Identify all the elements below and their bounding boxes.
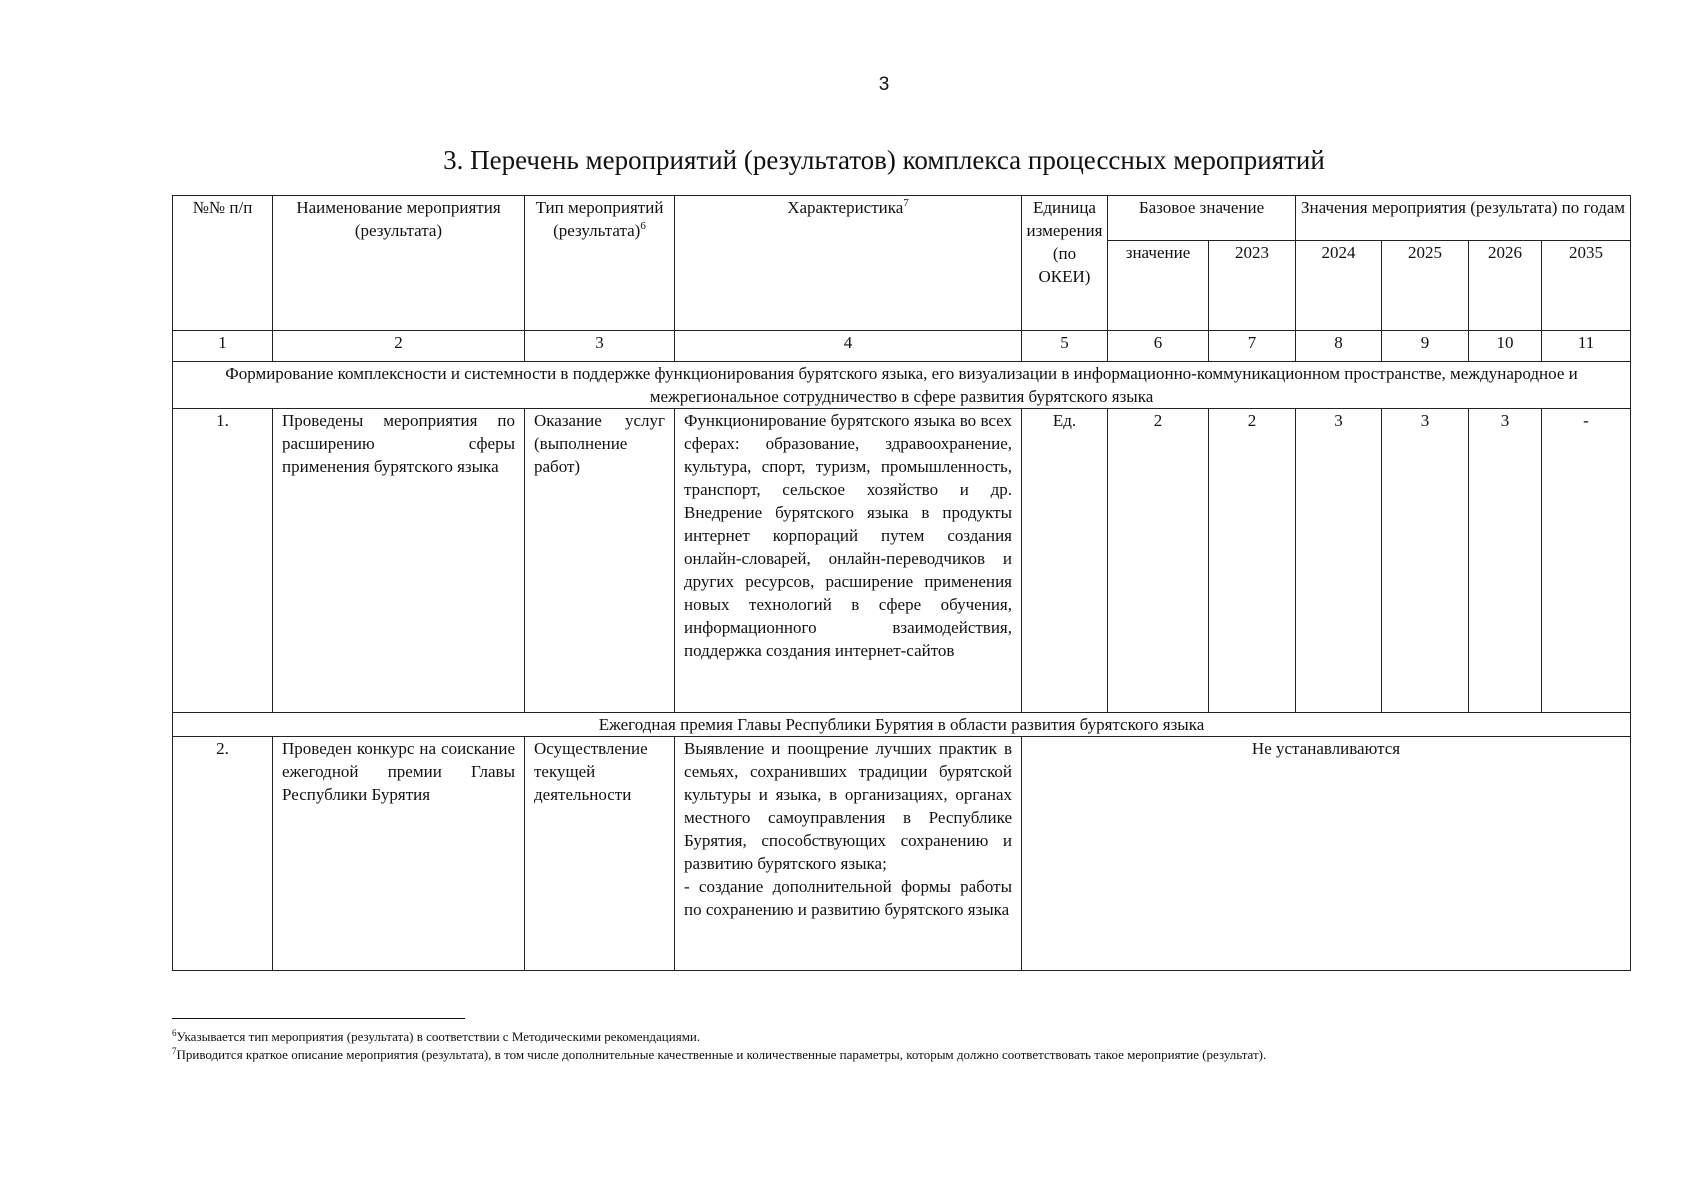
header-row-1: [173, 196, 1631, 241]
column-number: 2: [273, 331, 525, 362]
header-years-group: Значения мероприятия (результата) по годам: [1296, 196, 1631, 241]
header-year-2035: 2035: [1542, 241, 1631, 331]
header-type-text: Тип мероприятий (результата): [535, 198, 664, 240]
row-name: Проведены мероприятия по расширению сферы применения бурятского языка: [273, 409, 525, 713]
column-number: 3: [525, 331, 675, 362]
column-number: 10: [1469, 331, 1542, 362]
section-title: Ежегодная премия Главы Республики Бурятия в области развития бурятского языка: [173, 713, 1631, 737]
row-name: Проведен конкурс на соискание ежегодной премии Главы Республики Бурятия: [273, 737, 525, 971]
row-values-note: Не устанавливаются: [1022, 737, 1631, 971]
header-characteristic-text: Характеристика: [787, 198, 904, 217]
header-year-2025: 2025: [1382, 241, 1469, 331]
row-value-2035: -: [1542, 409, 1631, 713]
header-year-2024: 2024: [1296, 241, 1382, 331]
column-number: 4: [675, 331, 1022, 362]
table-row: [173, 409, 1631, 713]
header-type-footnote-ref: 6: [640, 220, 646, 232]
table-row: [173, 737, 1631, 971]
header-num: №№ п/п: [173, 196, 273, 331]
row-num: 2.: [173, 737, 273, 971]
section-row: [173, 713, 1631, 737]
row-value-2025: 3: [1382, 409, 1469, 713]
measures-table: [172, 195, 1631, 971]
header-base-value: значение: [1108, 241, 1209, 331]
column-number: 6: [1108, 331, 1209, 362]
footnote-7: [172, 1046, 1266, 1063]
column-number: 7: [1209, 331, 1296, 362]
section-title: Формирование комплексности и системности в поддержке функционирования бурятского языка, его визуализации в информационно-коммуникационном пространстве, международное и межрегиональное сотрудничество в сфере развития бурятского языка: [173, 362, 1631, 409]
footnote-7-mark: 7: [172, 1046, 177, 1056]
column-number-row: [173, 331, 1631, 362]
column-number: 8: [1296, 331, 1382, 362]
footnote-separator: [172, 1018, 465, 1019]
header-year-2026: 2026: [1469, 241, 1542, 331]
column-number: 1: [173, 331, 273, 362]
footnote-6-mark: 6: [172, 1028, 177, 1038]
footnote-6: [172, 1028, 700, 1045]
row-value-2024: 3: [1296, 409, 1382, 713]
page-number: 3: [878, 74, 890, 95]
header-name: Наименование мероприятия (результата): [273, 196, 525, 331]
header-characteristic: [675, 196, 1022, 331]
column-number: 9: [1382, 331, 1469, 362]
header-base-year: 2023: [1209, 241, 1296, 331]
row-num: 1.: [173, 409, 273, 713]
row-unit: Ед.: [1022, 409, 1108, 713]
page-title: 3. Перечень мероприятий (результатов) комплекса процессных мероприятий: [443, 145, 1325, 175]
row-characteristic-part-2: - создание дополнительной формы работы по сохранению и развитию бурятского языка: [684, 877, 1012, 919]
column-number: 5: [1022, 331, 1108, 362]
row-base-2023: 2: [1209, 409, 1296, 713]
footnote-6-text: Указывается тип мероприятия (результата) в соответствии с Методическими рекомендациями.: [176, 1029, 701, 1044]
row-value-2026: 3: [1469, 409, 1542, 713]
section-row: [173, 362, 1631, 409]
row-base-value: 2: [1108, 409, 1209, 713]
header-type: [525, 196, 675, 331]
footnote-7-text: Приводится краткое описание мероприятия (результата), в том числе дополнительные качественные и количественные параметры, которым должно соответствовать такое мероприятие (результат).: [176, 1047, 1267, 1062]
header-base-group: Базовое значение: [1108, 196, 1296, 241]
row-characteristic-part-1: Выявление и поощрение лучших практик в семьях, сохранивших традиции бурятской культуры и языка, в организациях, органах местного самоуправления в Республике Бурятия, способствующих сохранению и развитию бурятского языка;: [684, 739, 1012, 873]
row-type: Осуществление текущей деятельности: [525, 737, 675, 971]
row-characteristic: [675, 737, 1022, 971]
header-characteristic-footnote-ref: 7: [903, 197, 909, 209]
column-number: 11: [1542, 331, 1631, 362]
header-unit: Единица измерения (по ОКЕИ): [1022, 196, 1108, 331]
row-characteristic: Функционирование бурятского языка во всех сферах: образование, здравоохранение, культура, спорт, туризм, промышленность, транспорт, сельское хозяйство и др. Внедрение бурятского языка в продукты интернет корпораций путем создания онлайн-словарей, онлайн-переводчиков и других ресурсов, расширение применения новых технологий в сфере обучения, информационного взаимодействия, поддержка создания интернет-сайтов: [675, 409, 1022, 713]
row-type: Оказание услуг (выполнение работ): [525, 409, 675, 713]
